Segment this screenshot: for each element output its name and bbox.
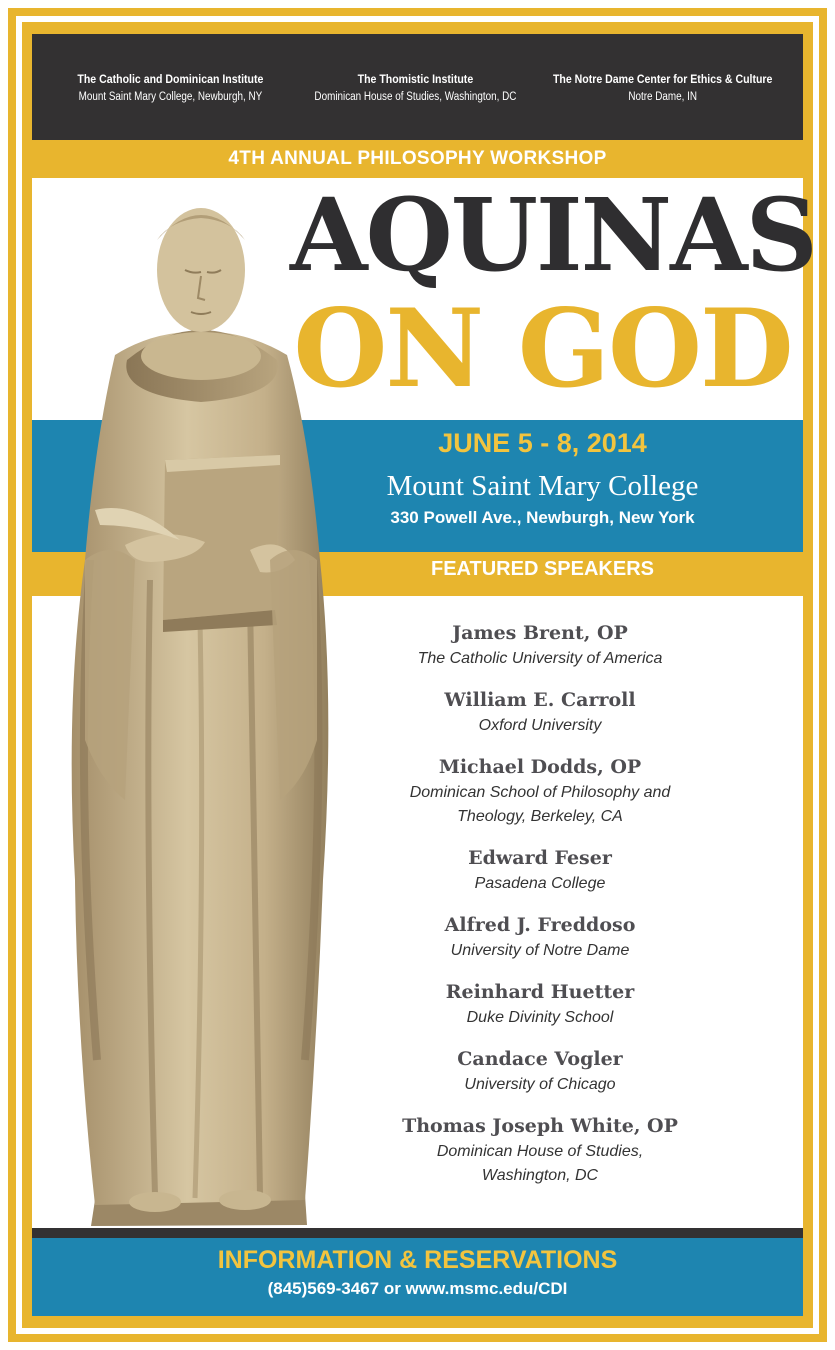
- aquinas-statue-image: [55, 180, 345, 1228]
- speaker-affiliation: Duke Divinity School: [466, 1009, 614, 1026]
- institution-location: Dominican House of Studies, Washington, DC: [314, 90, 517, 103]
- speaker-name: Alfred J. Freddoso: [444, 914, 636, 936]
- institution-location: Mount Saint Mary College, Newburgh, NY: [78, 90, 263, 103]
- speaker-name: Michael Dodds, OP: [438, 756, 642, 778]
- speaker-item: [350, 914, 730, 963]
- workshop-subtitle: 4TH ANNUAL PHILOSOPHY WORKSHOP: [228, 148, 607, 169]
- event-date: JUNE 5 - 8, 2014: [438, 428, 647, 458]
- speaker-item: [350, 1048, 730, 1097]
- speaker-item: [350, 981, 730, 1030]
- footer-divider: [32, 1228, 803, 1238]
- speaker-affiliation: The Catholic University of America: [417, 650, 663, 667]
- speaker-affiliation: Dominican House of Studies, Washington, DC: [436, 1143, 644, 1184]
- speaker-affiliation: University of Chicago: [464, 1076, 616, 1093]
- info-footer: [32, 1238, 803, 1316]
- institution-2: [293, 72, 538, 103]
- speaker-affiliation: Pasadena College: [474, 875, 606, 892]
- speaker-name: James Brent, OP: [452, 622, 628, 644]
- institution-1: [48, 72, 293, 103]
- speaker-name: Reinhard Huetter: [445, 981, 635, 1003]
- footer-title: INFORMATION & RESERVATIONS: [217, 1246, 618, 1274]
- institution-name: The Notre Dame Center for Ethics & Culture: [552, 71, 773, 86]
- speaker-name: Edward Feser: [468, 847, 612, 869]
- institution-location: Notre Dame, IN: [627, 90, 697, 103]
- speaker-name: Thomas Joseph White, OP: [402, 1115, 678, 1137]
- speaker-item: [350, 622, 730, 671]
- speaker-item: [350, 847, 730, 896]
- title-aquinas: AQUINAS: [290, 176, 816, 294]
- speaker-affiliation: University of Notre Dame: [450, 942, 630, 959]
- speaker-name: William E. Carroll: [444, 689, 636, 711]
- speaker-affiliation: Oxford University: [478, 717, 602, 734]
- event-venue: Mount Saint Mary College: [386, 470, 699, 502]
- institution-3: [538, 72, 787, 103]
- speaker-name: Candace Vogler: [457, 1048, 623, 1070]
- footer-contact: (845)569-3467 or www.msmc.edu/CDI: [267, 1279, 568, 1298]
- speaker-item: [350, 689, 730, 738]
- institution-name: The Catholic and Dominican Institute: [77, 71, 264, 86]
- event-address: 330 Powell Ave., Newburgh, New York: [390, 508, 695, 527]
- speaker-item: [350, 756, 730, 829]
- featured-speakers-heading: FEATURED SPEAKERS: [431, 558, 654, 580]
- speaker-item: [350, 1115, 730, 1188]
- speaker-list: [350, 622, 730, 1206]
- title-on-god: ON GOD: [293, 286, 792, 412]
- speaker-affiliation: Dominican School of Philosophy and Theology, Berkeley, CA: [409, 784, 671, 825]
- sponsor-header: [32, 34, 803, 140]
- institution-name: The Thomistic Institute: [357, 71, 474, 86]
